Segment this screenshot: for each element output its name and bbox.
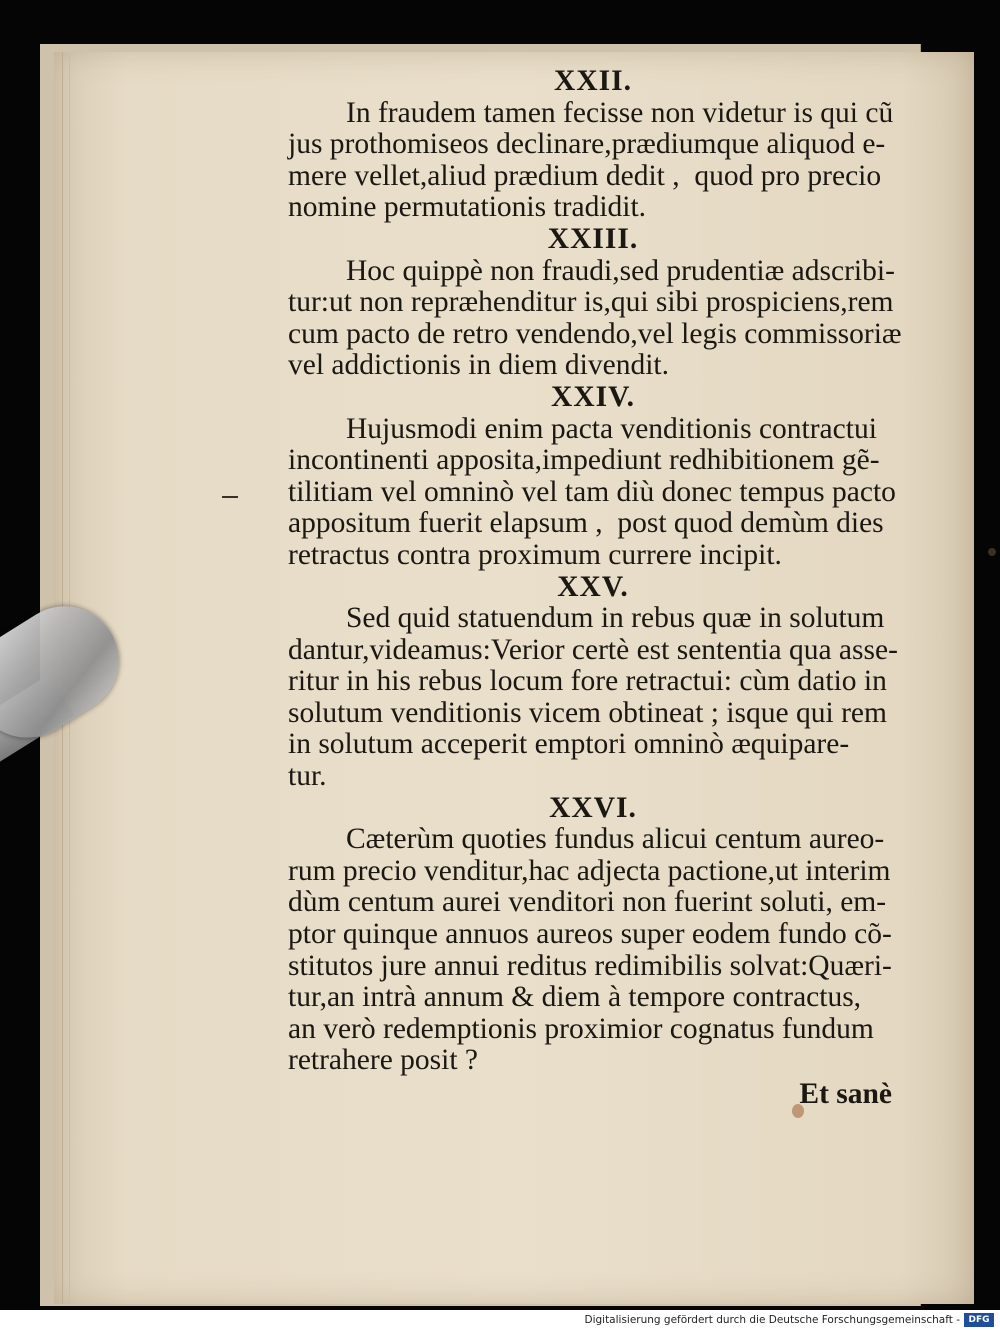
section-number: XXIII.	[547, 222, 639, 255]
paragraph	[288, 603, 898, 793]
text-line: tur.	[288, 760, 327, 793]
text-line: incontinenti apposita,impediunt redhibitionem gẽ-	[288, 444, 880, 477]
funding-notice: Digitalisierung gefördert durch die Deutsche Forschungsgemeinschaft -	[584, 1314, 960, 1326]
text-line: an verò redemptionis proximior cognatus fundum	[288, 1012, 874, 1045]
text-line: tur,an intrà annum & diem à tempore contractus,	[288, 981, 862, 1014]
paragraph	[288, 98, 898, 224]
text-line: cum pacto de retro vendendo,vel legis commissoriæ	[288, 317, 902, 350]
footer-bar	[0, 1310, 1000, 1330]
text-line: appositum fuerit elapsum , post quod demùm dies	[288, 507, 884, 540]
text-line: stitutos jure annui reditus redimibilis solvat:Quæri-	[288, 949, 892, 982]
text-line: Sed quid statuendum in rebus quæ in solutum	[346, 602, 885, 635]
text-line: retractus contra proximum currere incipit.	[288, 538, 782, 571]
section-number: XXII.	[554, 65, 632, 97]
text-line: solutum venditionis vicem obtineat ; isque qui rem	[288, 696, 887, 729]
text-line: vel addictionis in diem divendit.	[288, 349, 669, 382]
margin-mark	[988, 548, 996, 556]
section-number: XXV.	[557, 570, 629, 603]
text-line: dùm centum aurei venditori non fuerint soluti, em-	[288, 886, 887, 919]
text-line: nomine permutationis tradidit.	[288, 191, 647, 224]
text-line: jus prothomiseos declinare,prædiumque aliquod e-	[288, 128, 886, 161]
page-text	[288, 65, 902, 1111]
text-line: retrahere posit ?	[288, 1044, 479, 1077]
dfg-logo: DFG	[964, 1313, 994, 1327]
text-line: dantur,videamus:Verior certè est sententia qua asse-	[288, 633, 898, 666]
text-line: in solutum acceperit emptori omninò æquipare-	[288, 728, 850, 761]
text-line: ritur in his rebus locum fore retractui: cùm datio in	[288, 665, 887, 698]
text-line: Cæterùm quoties fundus alicui centum aureo-	[346, 823, 885, 856]
text-line: tilitiam vel omninò vel tam diù donec tempus pacto	[288, 475, 896, 508]
section-number: XXVI.	[549, 791, 637, 824]
text-line: Hoc quippè non fraudi,sed prudentiæ adscribi-	[346, 254, 895, 287]
text-line: In fraudem tamen fecisse non videtur is qui cũ	[346, 96, 894, 129]
text-line: rum precio venditur,hac adjecta pactione,ut interim	[288, 854, 891, 887]
paragraph	[288, 414, 898, 572]
paragraph	[288, 824, 898, 1077]
text-line: mere vellet,aliud prædium dedit , quod pro precio	[288, 159, 882, 192]
catchword: Et sanè	[799, 1078, 892, 1110]
section-number: XXIV.	[551, 380, 635, 413]
margin-mark	[222, 496, 238, 498]
paragraph	[288, 254, 902, 382]
text-line: Hujusmodi enim pacta venditionis contractui	[346, 412, 877, 445]
text-line: ptor quinque annuos aureos super eodem fundo cõ-	[288, 918, 892, 951]
text-line: tur:ut non repræhenditur is,qui sibi prospiciens,rem	[288, 286, 894, 319]
